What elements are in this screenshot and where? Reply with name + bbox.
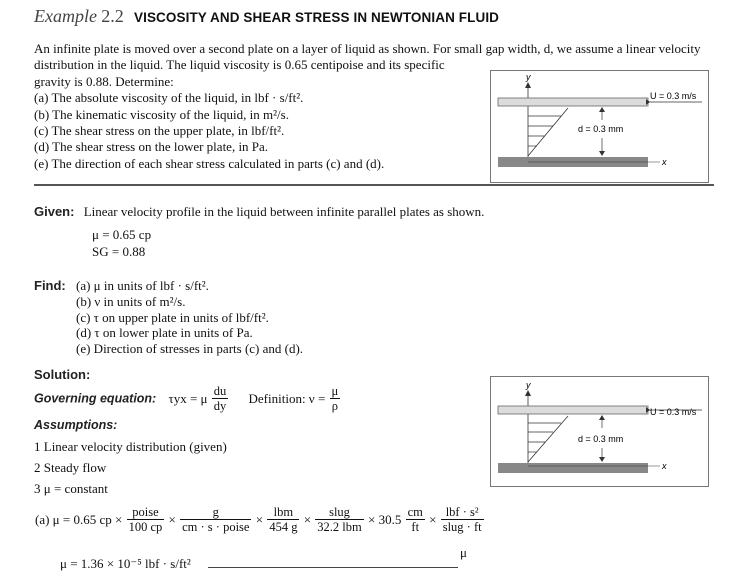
solution-label: Solution: [34,367,91,382]
factor-slug: $\frac{\text{slug}}{\text{32.2 lbm}}$ [317,505,362,534]
assumptions-label: Assumptions: [34,418,118,432]
factor-cm-ft: $\frac{cm}{ft}$ [407,505,423,534]
gap-label: d = 0.3 mm [578,124,624,134]
given-section [34,204,484,220]
example-heading: VISCOSITY AND SHEAR STRESS IN NEWTONIAN FLUID [133,10,500,25]
problem-line: An infinite plate is moved over a second plate on a layer of liquid as shown. For small gap width, d, we assume a linear velocity [34,41,701,56]
problem-line: (e) The direction of each shear stress calculated in parts (c) and (d). [34,155,385,171]
find-item: (d) τ on lower plate in units of Pa. [76,325,253,341]
factor-poise: $\frac{\text{poise}}{100 cp}$ [128,505,163,534]
given-label: Given: [34,204,75,219]
assumption-item: 2 Steady flow [34,460,107,475]
problem-line: (b) The kinematic viscosity of the liquid, in m²/s. [34,106,289,122]
result-mark: μ [460,545,467,560]
find-item: (b) ν in units of m²/s. [76,293,186,309]
plate-diagram [490,70,718,184]
given-sg: SG = 0.88 [92,244,146,259]
result-underline [208,567,458,568]
calc-a-prefix: (a) μ = 0.65 cp × [35,511,123,527]
find-list [76,278,303,357]
tau-lhs: τyx = μ [168,390,208,406]
find-item: (c) τ on upper plate in units of lbf/ft². [76,309,269,325]
velocity-label: U = 0.3 m/s [650,407,697,417]
governing-equation [34,384,340,413]
section-divider [34,184,714,186]
factor-g: $\frac{g}{\text{cm · s · poise}}$ [182,505,250,534]
factor-lbf: $\frac{\text{lbf · s²}}{\text{slug · ft}}$ [442,505,482,534]
y-axis-label: y [526,72,531,82]
example-title [34,6,499,27]
y-axis-label: y [526,380,531,390]
find-item: (a) μ in units of lbf · s/ft². [76,278,209,293]
assumption-item: 3 μ = constant [34,481,108,496]
problem-line: (a) The absolute viscosity of the liquid, in lbf · s/ft². [34,90,304,106]
problem-line: gravity is 0.88. Determine: [34,73,174,89]
assumptions-list [34,436,227,499]
factor-30-5: × 30.5 [368,511,402,527]
problem-line: (c) The shear stress on the upper plate, in lbf/ft². [34,123,285,139]
gap-label: d = 0.3 mm [578,434,624,444]
given-text: Linear velocity profile in the liquid between infinite parallel plates as shown. [83,204,485,219]
problem-line: (d) The shear stress on the lower plate, in Pa. [34,139,269,155]
find-item: (e) Direction of stresses in parts (c) and (d). [76,341,304,357]
x-axis-label: x [662,461,667,471]
definition-label: Definition: ν = [248,390,326,406]
mu-rho-fraction: $\frac{\mu}{\rho}$ [331,384,339,413]
given-mu: μ = 0.65 cp [92,227,152,242]
example-label: Example [34,6,97,26]
du-dy-fraction: $\frac{du}{dy}$ [213,384,227,413]
example-number: 2.2 [101,6,124,26]
result-a: μ = 1.36 × 10⁻⁵ lbf · s/ft² [60,556,191,571]
factor-lbm: $\frac{\text{lbm}}{454 g}$ [269,505,298,534]
problem-line: distribution in the liquid. The liquid viscosity is 0.65 centipoise and its specific [34,57,445,73]
x-axis-label: x [662,157,667,167]
velocity-label: U = 0.3 m/s [650,91,697,101]
plate-diagram-solution [490,376,718,488]
find-label: Find: [34,278,66,293]
assumption-item: 1 Linear velocity distribution (given) [34,439,227,454]
calc-a: (a) μ = 0.65 cp × $\frac{\text{poise}}{100 cp}$ × $\frac{g}{\text{cm · s · poise}}$ × $\frac{\text{lbm}}{454 g}$ × $\frac{\text{slug}}{\text{32.2 lbm}}$ × 30.5 $\frac{cm}{ft}$ × $\frac{\text{lbf · s²}}{\text{slug · ft}}$ [35,505,482,534]
governing-label: Governing equation: [34,391,157,406]
